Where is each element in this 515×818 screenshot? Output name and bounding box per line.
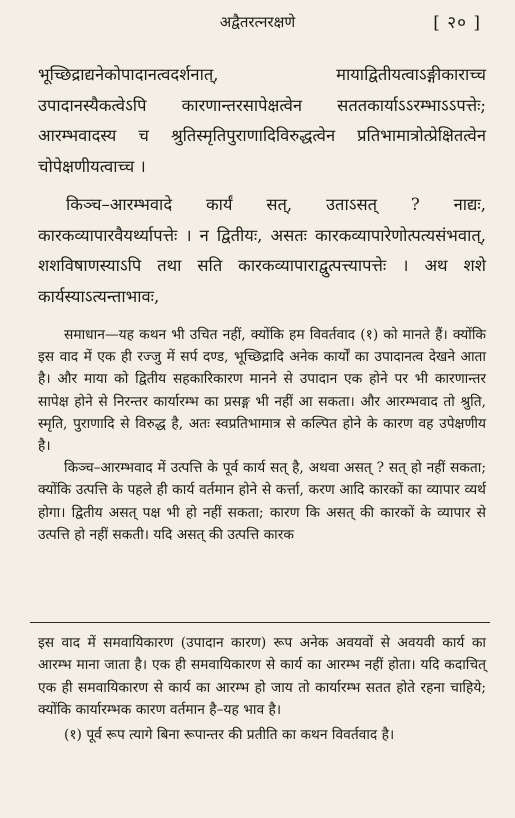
running-title: अद्वैतरत्नरक्षणे <box>219 13 296 31</box>
footnote-paragraph: (१) पूर्व रूप त्यागे बिना रूपान्तर की प्रतीति का कथन विवर्तवाद है। <box>64 726 395 743</box>
footnote-paragraph: इस वाद में समवायिकारण (उपादान कारण) रूप अनेक अवयवों से अवयवी कार्य का आरम्भ माना जाता है। एक ही समवायिकारण से कार्य का आरम्भ नहीं होता। यदि कदाचित् एक ही समवायिकारण से कार्य का आरम्भ हो जाय तो कार्यारम्भ सतत होते रहना चाहिये; क्योंकि कार्यारम्भक कारण वर्तमान है–यह भाव है। <box>38 635 486 719</box>
footnote-divider <box>30 622 490 623</box>
sanskrit-paragraph: भूच्छिद्राद्यनेकोपादानत्वदर्शनात्, मायाद्वितीयत्वाऽङ्गीकाराच्च उपादानस्यैकत्वेऽपि कारणान्तरसापेक्षत्वेन सततकार्याऽऽरम्भाऽऽपत्तेः; आरम्भवादस्य च श्रुतिस्मृतिपुराणादिविरुद्धत्वेन प्रतिभामात्रोत्प्रेक्षितत्वेन चोपेक्षणीयत्वाच्च । <box>38 65 486 176</box>
sanskrit-paragraph: किञ्च–आरम्भवादे कार्यं सत्, उताऽसत् ? नाद्यः, कारकव्यापारवैयर्थ्यापत्तेः । न द्वितीयः, असतः कारकव्यापारेणोत्पत्यसंभवात्, शशविषाणस्याऽपि तथा सति कारकव्यापाराद्वुत्पत्त्यापत्तेः । अथ शशे कार्यस्याऽत्यन्ताभावः, <box>38 195 486 306</box>
hindi-paragraph: समाधान—यह कथन भी उचित नहीं, क्योंकि हम विवर्तवाद (१) को मानते हैं। क्योंकि इस वाद में एक ही रज्जु में सर्प दण्ड, भूच्छिद्रादि अनेक कार्यों का उपादानत्व देखने आता है। और माया को द्वितीय सहकारिकारण मानने से उपादान एक होने पर भी कारणान्तर सापेक्ष होने से निरन्तर कार्यारम्भ का प्रसङ्ग भी नहीं आ सकता। और आरम्भवाद तो श्रुति, स्मृति, पुराणादि से विरुद्ध है, अतः स्वप्रतिभामात्र से कल्पित होने के कारण वह उपेक्षणीय है। <box>38 327 486 455</box>
hindi-paragraph: किञ्च–आरम्भवाद में उत्पत्ति के पूर्व कार्य सत् है, अथवा असत् ? सत् हो नहीं सकता; क्योंकि उत्पत्ति के पहले ही कार्य वर्तमान होने से कर्त्ता, करण आदि कारकों का व्यापार व्यर्थ होगा। द्वितीय असत् पक्ष भी हो नहीं सकता; कारण कि असत् की कारकों के व्यापार से उत्पत्ति हो नहीं सकती। यदि असत् की उत्पत्ति कारक <box>38 460 486 543</box>
page-number: [ २० ] <box>433 13 481 33</box>
footnotes <box>38 632 486 746</box>
page-header <box>0 6 515 36</box>
hindi-commentary <box>38 324 486 546</box>
sanskrit-text <box>38 60 486 312</box>
